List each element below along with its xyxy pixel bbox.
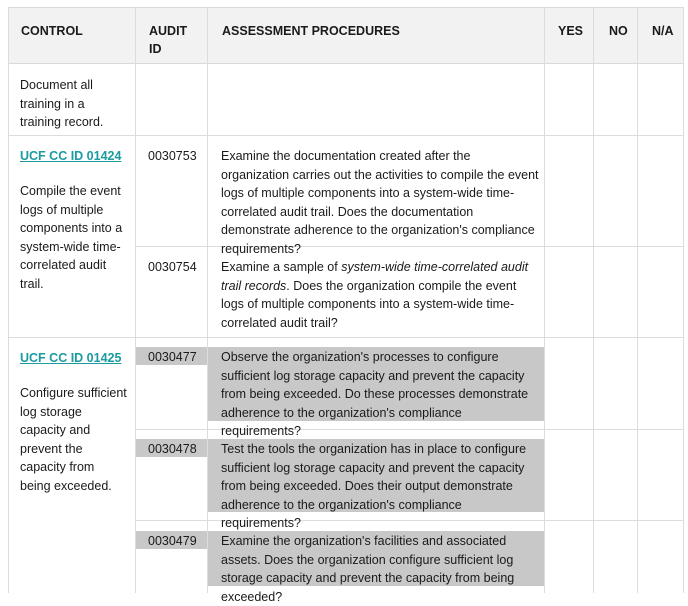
- table-header: [8, 7, 684, 64]
- header-control: CONTROL: [21, 24, 83, 38]
- audit-id: 0030479: [148, 534, 197, 548]
- divider: [8, 135, 684, 136]
- ucf-cc-id-01424-link[interactable]: UCF CC ID 01424: [20, 149, 122, 163]
- assessment-procedure: Examine a sample of system-wide time-correlated audit trail records. Does the organization compile the event logs of multiple components into a system-wide time-correlated audit trail?: [221, 260, 529, 330]
- header-na: N/A: [652, 24, 674, 38]
- audit-id: 0030477: [148, 350, 197, 364]
- control-text: Document all training in a training record.: [20, 78, 104, 129]
- audit-id: 0030754: [148, 260, 197, 274]
- control-text: Compile the event logs of multiple components into a system-wide time-correlated audit trail.: [20, 184, 123, 291]
- header-no: NO: [609, 24, 628, 38]
- ucf-cc-id-01425-link[interactable]: UCF CC ID 01425: [20, 351, 122, 365]
- audit-id: 0030478: [148, 442, 197, 456]
- divider: [683, 7, 684, 593]
- divider: [8, 7, 9, 593]
- control-text: Configure sufficient log storage capacity and prevent the capacity from being exceeded.: [20, 386, 127, 493]
- divider: [135, 7, 136, 593]
- divider: [544, 7, 545, 593]
- audit-id: 0030753: [148, 149, 197, 163]
- divider: [8, 337, 684, 338]
- header-audit-id: AUDIT ID: [149, 24, 188, 56]
- divider: [637, 7, 638, 593]
- assessment-procedure: Examine the documentation created after the organization carries out the activities to compile the event logs of multiple components into a system-wide time-correlated audit trail. Does the documentation demonstrate adherence to the organization's compliance requirements?: [221, 149, 539, 256]
- assessment-procedure: Examine the organization's facilities and associated assets. Does the organization configure sufficient log storage capacity and prevent the capacity from being exceeded?: [221, 534, 515, 604]
- header-yes: YES: [558, 24, 584, 38]
- assessment-procedure: Test the tools the organization has in place to configure sufficient log storage capacity and prevent the capacity from being exceeded. Does their output demonstrate adherence to the organization's compliance requirements?: [221, 442, 527, 530]
- header-assessment-procedures: ASSESSMENT PROCEDURES: [222, 24, 400, 38]
- divider: [593, 7, 594, 593]
- assessment-procedure: Observe the organization's processes to configure sufficient log storage capacity and prevent the capacity from being exceeded. Do these processes demonstrate adherence to the organization's compliance requirements?: [221, 350, 529, 438]
